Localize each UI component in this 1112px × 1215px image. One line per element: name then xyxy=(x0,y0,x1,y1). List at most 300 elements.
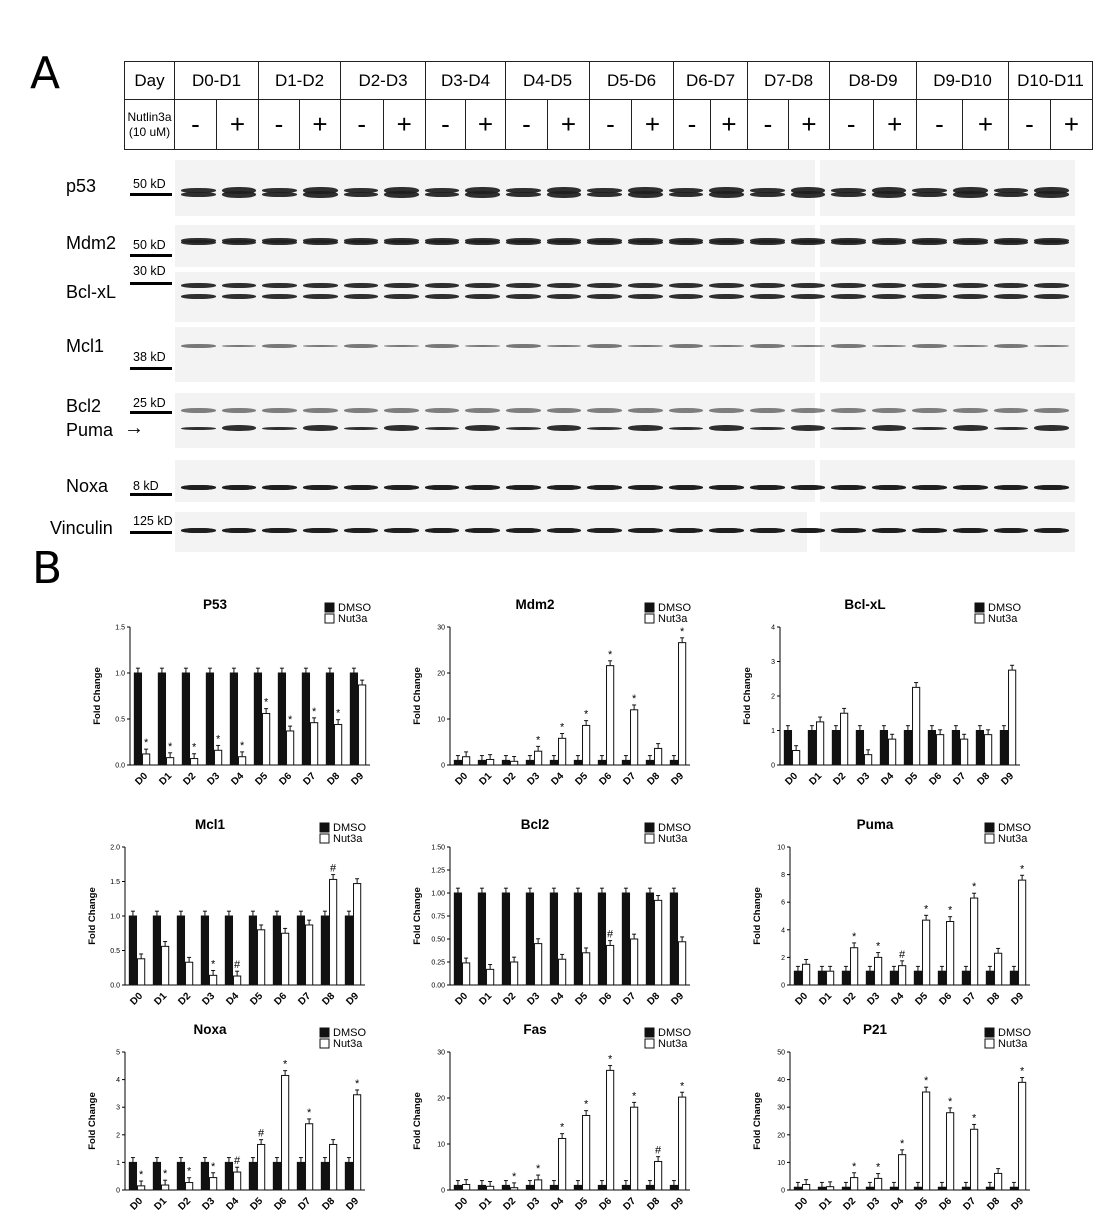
x-tick-label: D8 xyxy=(325,770,343,788)
y-axis-label: Fold Change xyxy=(752,887,763,945)
blot-band xyxy=(628,345,663,347)
bar-nut3a xyxy=(354,884,361,985)
y-tick-label: 20 xyxy=(437,1095,445,1103)
bar-dmso xyxy=(129,1162,136,1190)
bar-nut3a xyxy=(463,757,470,765)
y-tick-label: 1 xyxy=(771,728,775,735)
bar-nut3a xyxy=(679,643,686,765)
blot-band xyxy=(181,240,216,245)
minus-treatment-d1-d2: - xyxy=(259,100,300,150)
bar-dmso xyxy=(952,731,959,766)
x-tick-label: D7 xyxy=(621,770,639,788)
nutlin-header-name: Nutlin3a xyxy=(127,109,172,124)
y-tick-label: 2 xyxy=(771,693,775,701)
plus-treatment-d5-d6: + xyxy=(632,100,674,150)
blot-band xyxy=(303,240,338,245)
blot-band xyxy=(1034,345,1069,347)
bar-nut3a xyxy=(535,1180,542,1190)
bar-nut3a xyxy=(138,959,145,985)
significance-mark: * xyxy=(679,625,685,638)
minus-treatment-d10-d11: - xyxy=(1009,100,1051,150)
x-tick-label: D4 xyxy=(224,1195,242,1213)
bar-nut3a xyxy=(138,1186,145,1190)
x-tick-label: D3 xyxy=(525,770,543,788)
bar-nut3a xyxy=(162,946,169,985)
legend-label-dmso: DMSO xyxy=(658,822,691,834)
blot-band xyxy=(303,425,338,431)
bar-nut3a xyxy=(215,750,222,765)
chart-legend xyxy=(320,822,366,845)
bar-dmso xyxy=(646,760,653,765)
bar-nut3a xyxy=(631,710,638,765)
blot-band xyxy=(669,294,704,299)
bar-nut3a xyxy=(607,1070,614,1190)
plus-treatment-d3-d4: + xyxy=(466,100,506,150)
x-tick-label: D1 xyxy=(817,1195,835,1213)
blot-band xyxy=(425,283,460,288)
x-tick-label: D7 xyxy=(621,1195,639,1213)
bar-dmso xyxy=(302,673,309,765)
significance-mark: * xyxy=(631,692,637,705)
bar-nut3a xyxy=(359,685,366,765)
chart-legend xyxy=(645,602,691,625)
blot-band xyxy=(709,345,744,347)
bar-dmso xyxy=(182,673,189,765)
x-tick-label: D5 xyxy=(248,990,266,1008)
significance-mark: * xyxy=(162,1168,168,1181)
significance-mark: * xyxy=(535,734,541,747)
blot-band xyxy=(262,344,297,348)
y-tick-label: 4 xyxy=(116,1077,120,1085)
bar-nut3a xyxy=(511,761,518,765)
day-treatment-table xyxy=(124,61,1093,150)
legend-label-dmso: DMSO xyxy=(988,602,1021,614)
significance-mark: * xyxy=(875,940,881,953)
bar-dmso xyxy=(201,1162,208,1190)
plus-treatment-d7-d8: + xyxy=(789,100,830,150)
bar-dmso xyxy=(249,916,256,985)
blot-band xyxy=(709,191,744,198)
bar-dmso xyxy=(326,673,333,765)
bar-dmso xyxy=(550,760,557,765)
x-tick-label: D5 xyxy=(573,1195,591,1213)
x-tick-label: D7 xyxy=(951,770,969,788)
bar-dmso xyxy=(832,731,839,766)
y-axis-label: Fold Change xyxy=(742,667,753,725)
blot-band xyxy=(791,408,826,413)
x-tick-label: D3 xyxy=(200,1195,218,1213)
blot-band xyxy=(262,528,297,533)
blot-band xyxy=(222,408,257,413)
y-tick-label: 0.75 xyxy=(431,913,445,921)
bar-dmso xyxy=(230,673,237,765)
blot-band xyxy=(465,345,500,347)
y-axis-label: Fold Change xyxy=(752,1092,763,1150)
x-tick-label: D0 xyxy=(453,1195,471,1213)
blot-band xyxy=(831,294,866,299)
bar-dmso xyxy=(866,971,873,985)
significance-mark: # xyxy=(607,928,614,941)
x-tick-label: D6 xyxy=(937,990,955,1008)
chart-legend xyxy=(985,822,1031,845)
y-tick-label: 1 xyxy=(116,1159,120,1167)
legend-label-nut3a: Nut3a xyxy=(658,1038,688,1050)
blot-band xyxy=(222,240,257,245)
y-tick-label: 10 xyxy=(437,1141,445,1149)
bar-nut3a xyxy=(1019,1082,1026,1190)
chart-p21 xyxy=(740,1020,1040,1215)
blot-label-p53: p53 xyxy=(66,176,97,196)
chart-title: P21 xyxy=(862,1022,888,1037)
blot-band xyxy=(872,191,907,198)
legend-label-dmso: DMSO xyxy=(998,1027,1031,1039)
x-tick-label: D0 xyxy=(783,770,801,788)
bar-dmso xyxy=(225,916,232,985)
blot-band xyxy=(303,283,338,288)
bar-dmso xyxy=(938,971,945,985)
bar-nut3a xyxy=(913,687,920,765)
day-interval-d4-d5: D4-D5 xyxy=(506,62,590,100)
chart-legend xyxy=(645,822,691,845)
significance-mark: * xyxy=(191,741,197,754)
chart-bcl-xl xyxy=(730,595,1030,790)
x-tick-label: D0 xyxy=(128,1195,146,1213)
blot-band xyxy=(425,408,460,413)
bar-dmso xyxy=(345,1162,352,1190)
bar-dmso xyxy=(976,731,983,766)
bar-dmso xyxy=(794,1187,801,1190)
bar-dmso xyxy=(502,760,509,765)
chart-legend xyxy=(320,1027,366,1050)
chart-p53 xyxy=(80,595,380,790)
blot-band xyxy=(262,485,297,490)
blot-band xyxy=(303,191,338,198)
blot-band xyxy=(669,192,704,197)
day-interval-d0-d1: D0-D1 xyxy=(175,62,259,100)
blot-band xyxy=(994,427,1029,430)
blot-band xyxy=(547,528,582,533)
significance-mark: * xyxy=(210,1160,216,1173)
x-tick-label: D2 xyxy=(841,1195,859,1213)
significance-mark: * xyxy=(354,1077,360,1090)
x-tick-label: D7 xyxy=(961,990,979,1008)
significance-mark: * xyxy=(971,881,977,894)
x-tick-label: D5 xyxy=(913,990,931,1008)
bar-dmso xyxy=(670,1185,677,1190)
bar-dmso xyxy=(818,971,825,985)
chart-title: Puma xyxy=(856,817,894,832)
bar-nut3a xyxy=(487,759,494,765)
bar-nut3a xyxy=(583,725,590,765)
blot-band xyxy=(465,283,500,288)
chart-title: Bcl2 xyxy=(520,817,550,832)
bar-dmso xyxy=(598,893,605,985)
bar-nut3a xyxy=(923,1092,930,1190)
bar-dmso xyxy=(254,673,261,765)
x-tick-label: D3 xyxy=(200,990,218,1008)
blot-band xyxy=(222,528,257,533)
plus-treatment-d9-d10: + xyxy=(963,100,1009,150)
x-tick-label: D4 xyxy=(889,990,907,1008)
bar-dmso xyxy=(986,971,993,985)
blot-band xyxy=(953,294,988,299)
y-axis-label: Fold Change xyxy=(412,667,423,725)
minus-treatment-d8-d9: - xyxy=(830,100,874,150)
day-interval-d10-d11: D10-D11 xyxy=(1009,62,1093,100)
significance-mark: * xyxy=(511,1170,517,1183)
bar-nut3a xyxy=(971,898,978,985)
blot-band xyxy=(831,485,866,490)
bar-dmso xyxy=(866,1187,873,1190)
blot-band xyxy=(425,528,460,533)
significance-mark: * xyxy=(215,733,221,746)
bar-dmso xyxy=(574,893,581,985)
y-tick-label: 2 xyxy=(116,1132,120,1140)
plus-treatment-d6-d7: + xyxy=(711,100,748,150)
bar-dmso xyxy=(670,893,677,985)
blot-band xyxy=(709,294,744,299)
blot-band xyxy=(262,294,297,299)
bar-nut3a xyxy=(559,1138,566,1190)
x-tick-label: D1 xyxy=(157,770,175,788)
significance-mark: # xyxy=(258,1127,265,1140)
blot-band xyxy=(262,283,297,288)
bar-dmso xyxy=(454,893,461,985)
significance-mark: * xyxy=(559,1121,565,1134)
x-tick-label: D7 xyxy=(961,1195,979,1213)
blot-band xyxy=(709,408,744,413)
bar-dmso xyxy=(129,916,136,985)
blot-label-bcl2: Bcl2 xyxy=(66,396,102,416)
blot-band xyxy=(750,408,785,413)
x-tick-label: D6 xyxy=(272,1195,290,1213)
x-tick-label: D4 xyxy=(224,990,242,1008)
minus-treatment-d6-d7: - xyxy=(674,100,711,150)
x-tick-label: D6 xyxy=(277,770,295,788)
chart-svg xyxy=(400,815,700,1010)
significance-mark: * xyxy=(851,930,857,943)
blot-band xyxy=(587,240,622,245)
blot-band xyxy=(222,191,257,198)
x-tick-label: D0 xyxy=(793,1195,811,1213)
blot-band xyxy=(872,485,907,490)
day-interval-d3-d4: D3-D4 xyxy=(426,62,506,100)
day-interval-d9-d10: D9-D10 xyxy=(917,62,1009,100)
y-tick-label: 20 xyxy=(777,1132,785,1140)
blot-band xyxy=(587,485,622,490)
bar-nut3a xyxy=(827,1187,834,1190)
blot-band xyxy=(831,408,866,413)
bar-dmso xyxy=(526,893,533,985)
mw-marker-line xyxy=(130,367,172,370)
bar-nut3a xyxy=(995,953,1002,985)
legend-label-dmso: DMSO xyxy=(998,822,1031,834)
x-tick-label: D3 xyxy=(525,990,543,1008)
bar-nut3a xyxy=(143,754,150,765)
blot-band xyxy=(222,345,257,347)
blot-band xyxy=(669,528,704,533)
plus-treatment-d1-d2: + xyxy=(300,100,341,150)
y-tick-label: 30 xyxy=(437,1049,445,1057)
bar-dmso xyxy=(986,1187,993,1190)
chart-title: Mdm2 xyxy=(515,597,555,612)
blot-band xyxy=(994,240,1029,245)
bar-nut3a xyxy=(947,1113,954,1190)
bar-nut3a xyxy=(851,948,858,985)
x-tick-label: D7 xyxy=(301,770,319,788)
bar-nut3a xyxy=(793,751,800,765)
mw-marker-mcl1: 38 kD xyxy=(133,350,166,364)
significance-mark: * xyxy=(1019,863,1025,876)
blot-band xyxy=(547,408,582,413)
bar-dmso xyxy=(321,916,328,985)
blot-band xyxy=(872,345,907,347)
bar-dmso xyxy=(273,916,280,985)
legend-swatch-dmso xyxy=(645,823,654,832)
bar-dmso xyxy=(962,1187,969,1190)
blot-band xyxy=(181,408,216,413)
mw-marker-line xyxy=(130,531,172,534)
bar-dmso xyxy=(914,1187,921,1190)
x-tick-label: D8 xyxy=(985,990,1003,1008)
blot-band xyxy=(872,425,907,431)
bar-nut3a xyxy=(889,739,896,765)
blot-band xyxy=(994,344,1029,348)
chart-svg xyxy=(730,595,1030,790)
chart-svg xyxy=(80,595,380,790)
blot-label-vinculin: Vinculin xyxy=(50,518,113,538)
significance-mark: * xyxy=(923,903,929,916)
bar-dmso xyxy=(177,916,184,985)
legend-label-nut3a: Nut3a xyxy=(658,833,688,845)
blot-band xyxy=(669,427,704,430)
x-tick-label: D8 xyxy=(645,990,663,1008)
blot-band xyxy=(303,408,338,413)
panel-label-b: B xyxy=(32,543,63,594)
bar-dmso xyxy=(278,673,285,765)
bar-nut3a xyxy=(306,925,313,985)
chart-fas xyxy=(400,1020,700,1215)
chart-svg xyxy=(400,595,700,790)
blot-band xyxy=(953,425,988,431)
blot-band xyxy=(628,425,663,431)
bar-dmso xyxy=(904,731,911,766)
bar-dmso xyxy=(225,1162,232,1190)
significance-mark: * xyxy=(287,714,293,727)
bar-nut3a xyxy=(803,1184,810,1190)
blot-band xyxy=(953,240,988,245)
significance-mark: * xyxy=(306,1106,312,1119)
x-tick-label: D2 xyxy=(176,1195,194,1213)
bar-dmso xyxy=(1010,1187,1017,1190)
legend-label-dmso: DMSO xyxy=(333,822,366,834)
blot-band xyxy=(994,192,1029,197)
bar-dmso xyxy=(478,893,485,985)
significance-mark: * xyxy=(923,1075,929,1088)
blot-band xyxy=(994,485,1029,490)
significance-mark: * xyxy=(607,1053,613,1066)
blot-band xyxy=(303,294,338,299)
blot-band xyxy=(709,528,744,533)
bar-dmso xyxy=(478,1185,485,1190)
blot-band xyxy=(750,344,785,348)
bar-nut3a xyxy=(487,1186,494,1190)
blot-band xyxy=(709,425,744,431)
x-tick-label: D9 xyxy=(1009,990,1027,1008)
x-tick-label: D1 xyxy=(152,1195,170,1213)
bar-nut3a xyxy=(282,933,289,985)
y-tick-label: 0.00 xyxy=(431,982,445,990)
significance-mark: * xyxy=(282,1058,288,1071)
x-tick-label: D0 xyxy=(453,990,471,1008)
bar-dmso xyxy=(201,916,208,985)
x-tick-label: D5 xyxy=(573,770,591,788)
y-tick-label: 1.50 xyxy=(431,844,445,852)
blot-band xyxy=(344,528,379,533)
blot-band xyxy=(912,408,947,413)
blot-label-puma: Puma xyxy=(66,420,114,440)
plus-treatment-d4-d5: + xyxy=(548,100,590,150)
bar-nut3a xyxy=(1019,880,1026,985)
minus-treatment-d7-d8: - xyxy=(748,100,789,150)
bar-dmso xyxy=(808,731,815,766)
bar-dmso xyxy=(784,731,791,766)
legend-swatch-dmso xyxy=(985,823,994,832)
bar-dmso xyxy=(177,1162,184,1190)
day-interval-d8-d9: D8-D9 xyxy=(830,62,917,100)
blot-band xyxy=(709,283,744,288)
bar-dmso xyxy=(842,971,849,985)
legend-swatch-dmso xyxy=(320,1028,329,1037)
day-header: Day xyxy=(125,62,175,100)
blot-band xyxy=(628,191,663,198)
blot-band xyxy=(912,528,947,533)
x-tick-label: D4 xyxy=(549,770,567,788)
blot-band xyxy=(791,528,826,533)
bar-nut3a xyxy=(937,735,944,765)
blot-band xyxy=(222,425,257,431)
x-tick-label: D9 xyxy=(999,770,1017,788)
significance-mark: * xyxy=(138,1169,144,1182)
blot-band xyxy=(344,485,379,490)
x-tick-label: D3 xyxy=(865,1195,883,1213)
x-tick-label: D7 xyxy=(296,1195,314,1213)
minus-treatment-d3-d4: - xyxy=(426,100,466,150)
x-tick-label: D8 xyxy=(645,770,663,788)
blot-band xyxy=(344,344,379,348)
plus-treatment-d8-d9: + xyxy=(873,100,917,150)
blot-band xyxy=(872,283,907,288)
x-tick-label: D1 xyxy=(477,770,495,788)
bar-nut3a xyxy=(487,969,494,985)
mw-marker-mdm2: 50 kD xyxy=(133,238,166,252)
blot-band xyxy=(465,425,500,431)
bar-nut3a xyxy=(679,1097,686,1190)
bar-nut3a xyxy=(971,1129,978,1190)
blot-label-mcl1: Mcl1 xyxy=(66,336,105,356)
blot-band xyxy=(831,427,866,430)
blot-band xyxy=(587,294,622,299)
bar-nut3a xyxy=(210,1178,217,1190)
blot-band xyxy=(506,528,541,533)
bar-dmso xyxy=(622,893,629,985)
puma-arrow: → xyxy=(124,417,144,439)
bar-nut3a xyxy=(655,748,662,765)
significance-mark: # xyxy=(234,1155,241,1168)
bar-nut3a xyxy=(186,1183,193,1190)
x-tick-label: D2 xyxy=(501,1195,519,1213)
bar-dmso xyxy=(526,760,533,765)
